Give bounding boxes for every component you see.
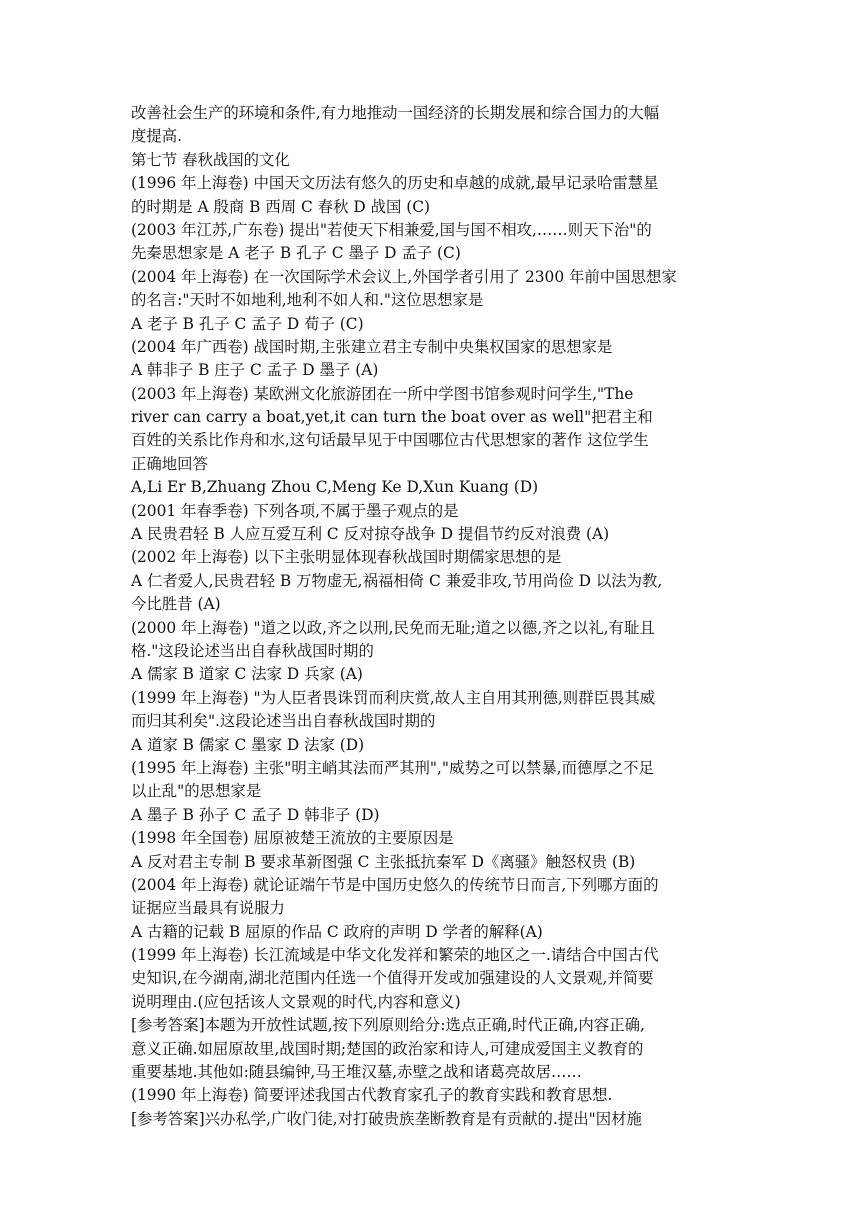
section-heading: 第七节 春秋战国的文化: [131, 150, 290, 169]
options-line: A 古籍的记载 B 屈原的作品 C 政府的声明 D 学者的解释(A): [131, 922, 543, 941]
options-line: A 反对君主专制 B 要求革新图强 C 主张抵抗秦军 D《离骚》触怒权贵 (B): [131, 852, 636, 871]
question-line: (1999 年上海卷) "为人臣者畏诛罚而利庆赏,故人主自用其刑德,则群臣畏其威: [131, 688, 656, 707]
question-line: 说明理由.(应包括该人文景观的时代,内容和意义): [131, 992, 461, 1011]
question-line: (1999 年上海卷) 长江流域是中华文化发祥和繁荣的地区之一.请结合中国古代: [131, 946, 659, 965]
question-line: 的名言:"天时不如地利,地利不如人和."这位思想家是: [131, 291, 484, 310]
question-line: 而归其利矣".这段论述当出自春秋战国时期的: [131, 712, 436, 731]
question-line: (2004 年广西卷) 战国时期,主张建立君主专制中央集权国家的思想家是: [131, 337, 613, 356]
answer-line: 重要基地.其他如:随县编钟,马王堆汉墓,赤壁之战和诸葛亮故居……: [131, 1063, 582, 1082]
text-line: 改善社会生产的环境和条件,有力地推动一国经济的长期发展和综合国力的大幅: [131, 104, 660, 122]
question-line: 证据应当最具有说服力: [131, 899, 285, 918]
options-line: A 道家 B 儒家 C 墨家 D 法家 (D): [131, 735, 365, 754]
question-line: 正确地回答: [131, 454, 208, 473]
document-body: [131, 102, 731, 1131]
options-line: 先秦思想家是 A 老子 B 孔子 C 墨子 D 孟子 (C): [131, 244, 461, 263]
answer-line: 意义正确.如屈原故里,战国时期;楚国的政治家和诗人,可建成爱国主义教育的: [131, 1039, 644, 1058]
question-line: (1998 年全国卷) 屈原被楚王流放的主要原因是: [131, 829, 454, 848]
question-line: river can carry a boat,yet,it can turn the boat over as well"把君主和: [131, 408, 653, 427]
answer-line: [参考答案]兴办私学,广收门徒,对打破贵族垄断教育是有贡献的.提出"因材施: [131, 1109, 642, 1128]
question-line: 以止乱"的思想家是: [131, 782, 262, 801]
text-line: 度提高.: [131, 127, 183, 146]
question-line: (1996 年上海卷) 中国天文历法有悠久的历史和卓越的成就,最早记录哈雷慧星: [131, 174, 659, 193]
options-line: A 老子 B 孔子 C 孟子 D 荀子 (C): [131, 314, 364, 333]
options-line: A,Li Er B,Zhuang Zhou C,Meng Ke D,Xun Kuang (D): [131, 478, 539, 497]
question-line: (2004 年上海卷) 在一次国际学术会议上,外国学者引用了 2300 年前中国思想家: [131, 267, 677, 286]
options-line: A 墨子 B 孙子 C 孟子 D 韩非子 (D): [131, 805, 380, 824]
options-line: 今比胜昔 (A): [131, 595, 221, 614]
question-line: (2000 年上海卷) "道之以政,齐之以刑,民免而无耻;道之以德,齐之以礼,有耻且: [131, 618, 655, 637]
question-line: (2003 年上海卷) 某欧洲文化旅游团在一所中学图书馆参观时问学生,"The: [131, 384, 634, 403]
question-line: (2004 年上海卷) 就论证端午节是中国历史悠久的传统节日而言,下列哪方面的: [131, 875, 659, 894]
options-line: A 韩非子 B 庄子 C 孟子 D 墨子 (A): [131, 361, 379, 380]
answer-line: [参考答案]本题为开放性试题,按下列原则给分:选点正确,时代正确,内容正确,: [131, 1016, 645, 1035]
question-line: (2001 年春季卷) 下列各项,不属于墨子观点的是: [131, 501, 459, 520]
question-line: (2002 年上海卷) 以下主张明显体现春秋战国时期儒家思想的是: [131, 548, 562, 567]
question-line: 格."这段论述当出自春秋战国时期的: [131, 641, 374, 660]
question-line: (1990 年上海卷) 简要评述我国古代教育家孔子的教育实践和教育思想.: [131, 1086, 613, 1105]
question-line: (2003 年江苏,广东卷) 提出"若使天下相兼爱,国与国不相攻,……则天下治"的: [131, 220, 652, 239]
options-line: 的时期是 A 殷商 B 西周 C 春秋 D 战国 (C): [131, 197, 431, 216]
question-line: 史知识,在今湖南,湖北范围内任选一个值得开发或加强建设的人文景观,并简要: [131, 969, 654, 988]
options-line: A 仁者爱人,民贵君轻 B 万物虚无,祸福相倚 C 兼爱非攻,节用尚俭 D 以法为教,: [131, 571, 663, 590]
options-line: A 儒家 B 道家 C 法家 D 兵家 (A): [131, 665, 363, 684]
question-line: (1995 年上海卷) 主张"明主峭其法而严其刑","威势之可以禁暴,而德厚之不足: [131, 758, 654, 777]
options-line: A 民贵君轻 B 人应互爱互利 C 反对掠夺战争 D 提倡节约反对浪费 (A): [131, 525, 610, 544]
question-line: 百姓的关系比作舟和水,这句话最早见于中国哪位古代思想家的著作 这位学生: [131, 431, 649, 450]
